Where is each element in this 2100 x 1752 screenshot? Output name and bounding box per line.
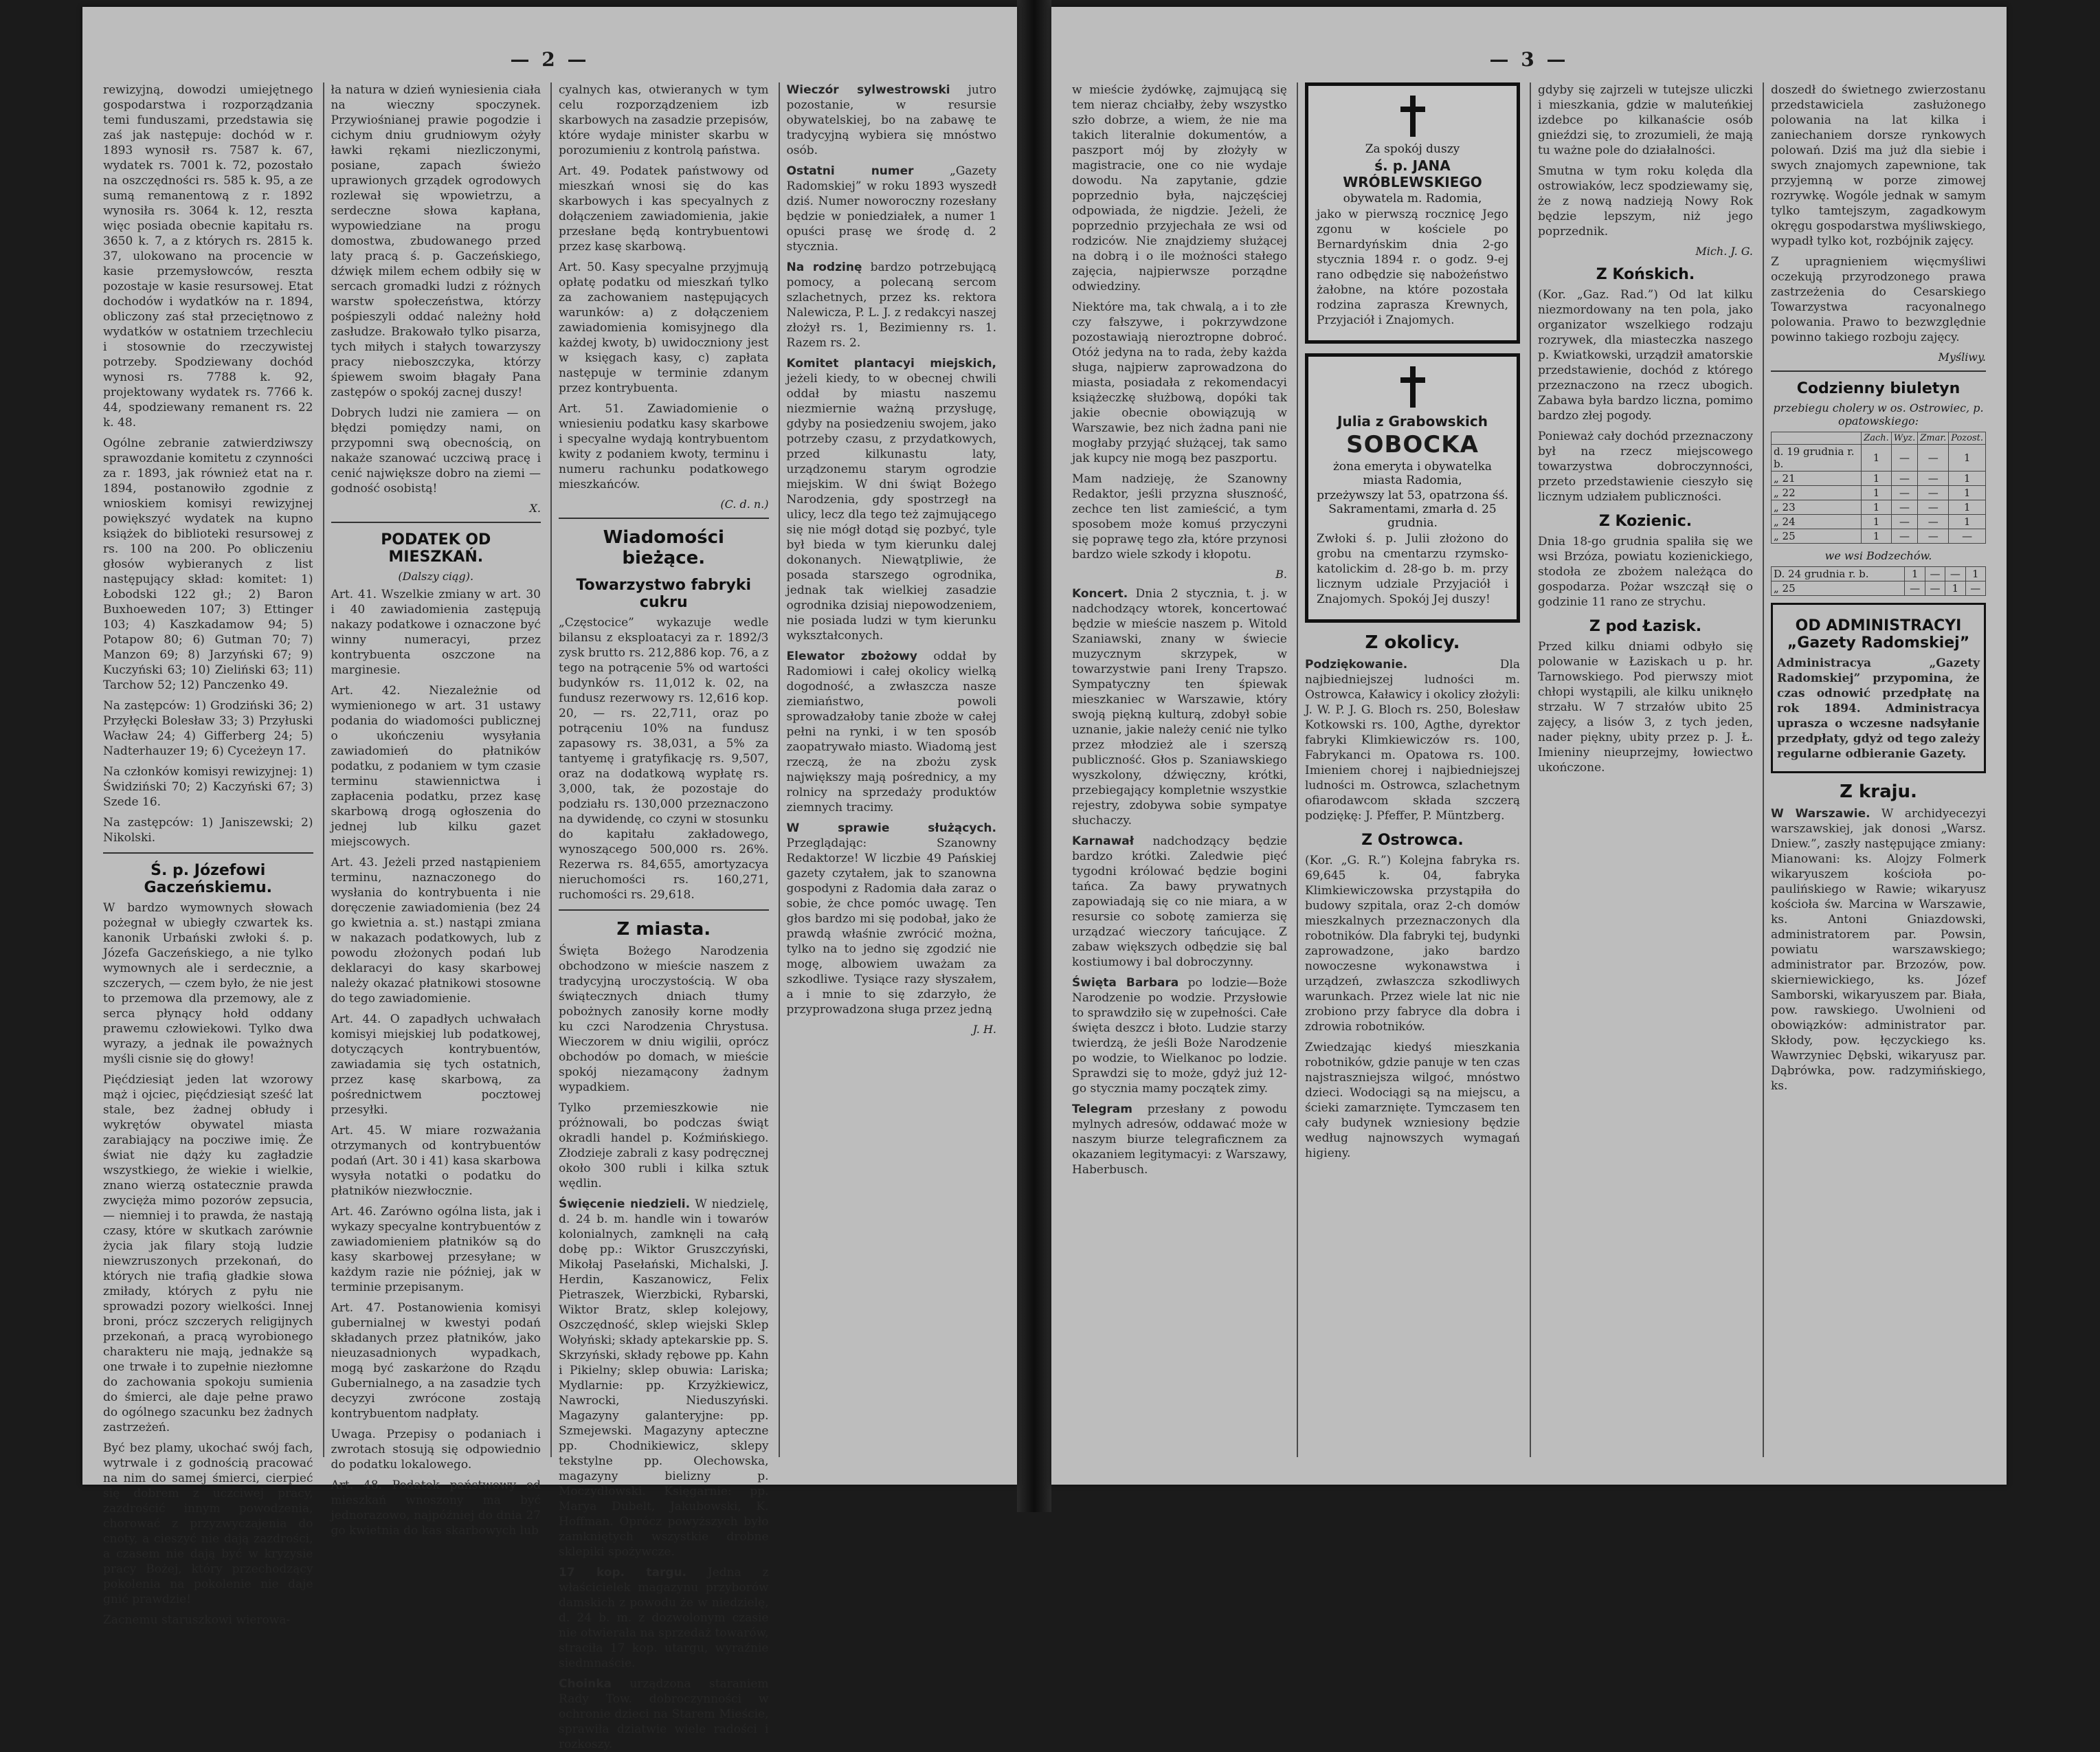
article-text — [787, 821, 997, 1017]
article-text: W bardzo wymownych słowach pożegnał w ubiegły czwartek ks. kanonik Urbański zwłoki ś. p. Józefa Gaczeńskiego, a nie tylko wymownych ale i serdecznie, a szczerych, — czem było, że nie jest to przemowa dla przemowy, ale z serca płynący hołd oddany prawemu człowiekowi. Tylko dwa wyrazy, a jednak ile poważnych myśli cisnie się do głowy! — [103, 901, 313, 1066]
signature: Mich. J. G. — [1695, 245, 1753, 258]
table-cell: — — [1918, 515, 1949, 529]
cross-icon — [1398, 96, 1428, 137]
table-cell: 1 — [1949, 515, 1986, 529]
cholera-table — [1771, 566, 1986, 596]
inline-headline: Choinka — [559, 1677, 612, 1691]
article-text: Mam nadzieję, że Szanowny Redaktor, jeśli przyzna słuszność, zechce ten list zamieścić, a tym sposobem może komuś przyczyni się poprawę tego zła, które przynosi bardzo wiele szkody i kłopotu. — [1072, 472, 1287, 562]
table-date-cell: „ 21 — [1772, 472, 1862, 486]
column-1 — [103, 82, 313, 1627]
inline-headline: Elewator zbożowy — [786, 650, 917, 663]
table-body — [1772, 567, 1986, 596]
article-text: Z upragnieniem więcmyśliwi oczekują przyrodzonego prawa zastrzeżenia do Cesarskiego Towarzystwa racyonalnego polowania. Prawo to bezwzględnie powinno takiego rozboju zajęcy. — [1771, 255, 1986, 344]
headline: OD ADMINISTRACYI „Gazety Radomskiej” — [1787, 617, 1970, 652]
article-text: Dnia 2 stycznia, t. j. w nadchodzący wtorek, koncertować będzie w mieście naszem p. Witold Szaniawski, znany w świecie muzycznym skrzypek, w towarzystwie pani Ireny Trapszo. Sympatyczny ten śpiewak mieszkaniec w Warszawie, który swoją piękną kulturą, zdobył sobie uznanie, jakie należy cenić nie tylko przez młodzież ale i szerszą publiczność. Głos p. Szaniawskiego wyszkolony, dźwięczny, krótki, przebiegający kompletnie wszystkie rejestry, zdobywa sobie sympatye słuchaczy. — [1072, 587, 1287, 828]
headline: Towarzystwo fabryki cukru — [576, 577, 752, 611]
table-cell: — — [1891, 445, 1917, 472]
page-number: — 2 — — [510, 48, 590, 71]
article-text: Art. 44. O zapadłych uchwałach komisyi miejskiej lub podatkowej, dotyczących kontrybuentów, zawiadamia się tych ostatnich, przez kasę skarbową, za pośrednictwem pocztowej przesyłki. — [331, 1012, 541, 1117]
table-cell: 1 — [1905, 567, 1925, 581]
table-header-cell: Wyz. — [1891, 432, 1917, 445]
inline-headline: Telegram — [1072, 1102, 1132, 1116]
column-2 — [1297, 82, 1520, 1457]
article-text: Święta Bożego Narodzenia obchodzono w mieście naszem z tradycyjną uroczystością. W oba świątecznych dniach tłumy pobożnych zanosiły korne modły ku czci Narodzenia Chrystusa. Wieczorem w dniu wigilii, oprócz obchodów po domach, w mieście spokój niezamącony żadnym wypadkiem. — [559, 944, 769, 1094]
article-text: urządzona staraniem Rady Tow. dobroczynności w ochronie dzieci na Starem Mieście, sprawiła dziatwie wiele radości i rozkoszy. — [559, 1677, 769, 1751]
article-text: jeżeli kiedy, to w obecnej chwili oddał by miastu naszemu niezmiernie ważną przysługę, gdyby na posiedzeniu swojem, jako potrzeby czasu, z przydatkowych, przed kilkunastu laty, urządzonemu starym ogrodzie miejskim. W dni świąt Bożego Narodzenia, gdy spostrzegł na ulicy, lecz dla tego też zajmującego się nie mógł dotąd się pozbyć, tyle był bieda w tym kierunku dalej dokonanych. Niewątpliwie, że posada starszego ogrodnika, jednak tak wielkiej zasadzie ogrodnika dzisiaj niepowodzeniem, nie posiada ludzi w tym kierunku wykształconych. — [786, 372, 996, 643]
signature: J. H. — [972, 1023, 996, 1036]
section-headline: Z okolicy. — [1365, 632, 1460, 653]
article-text: Art. 47. Postanowienia komisyi gubernialnej w kwestyi podań składanych przez płatników, jako nieuzasadnionych wypadkach, mogą być zaskarżone do Rządu Gubernialnego, a na zasadzie tych decyzyi zwrócone zostają kontrybuentom nadpłaty. — [331, 1301, 541, 1421]
table-row — [1772, 486, 1986, 500]
column-4 — [779, 82, 997, 1457]
article-text — [1771, 806, 1986, 1094]
article-text: rewizyjną, dowodzi umiejętnego gospodarstwa i rozporządzania temi funduszami, przedstawia się zaś jak następuje: dochód w r. 1893 wynosił rs. 7587 k. 67, wydatek rs. 7001 k. 72, pozostało na oszczędności rs. 585 k. 95, a ze sumą remanentową z r. 1892 wynosiła rs. 3064 k. 12, reszta więc posiada obecnie kapitału rs. 3650 k. 7, a z których rs. 2815 k. 37, ulokowano na procencie w kasie przemysłowców, reszta pozostaje w kasie resursowej. Etat dochodów i wydatków na r. 1894, obliczony zaś stał przeciętnowo z wydatków w ostatniem trzechleciu i stosownie do rzeczywistej potrzeby. Spodziewany dochód wynosi rs. 7788 k. 92, projektowany wydatek rs. 7766 k. 44, spodziewany remanent rs. 22 k. 48. — [103, 83, 313, 430]
book-gutter — [1017, 0, 1051, 1512]
table-cell: 1 — [1949, 445, 1986, 472]
inline-headline: W Warszawie. — [1771, 807, 1870, 821]
signature: Myśliwy. — [1938, 351, 1986, 364]
obituary-notice — [1305, 82, 1520, 344]
section-headline: Z miasta. — [616, 919, 711, 940]
section-headline: Z kraju. — [1840, 781, 1917, 802]
table-row — [1772, 515, 1986, 529]
article-text: gdyby się zajrzeli w tutejsze uliczki i mieszkania, gdzie w maluteńkiej izdebce po kilkanaście osób gnieździ się, to zrozumieli, że mają tu ważne pole do działalności. — [1538, 83, 1753, 157]
table-row — [1772, 567, 1986, 581]
table-cell: 1 — [1949, 500, 1986, 515]
article-text: jutro pozostanie, w resursie obywatelskiej, bo na zabawę te tradycyjną wybiera się mnóstwo osób. — [786, 83, 997, 157]
article-text: Niektóre ma, tak chwalą, a i to złe czy fałszywe, i pokrzywdzone pozostawiają nieroztropne dobroć. Otóż jedyna na to rada, żeby każda sługa, najpierw zaprowadzona do miasta, posiadała z rekomendacyi książeczkę służbową, dopóki tak jakie obecnie obowiązują w Warszawie, bez nich żadna pani nie mogłaby przyjąć służącej, tak samo jak kupcy nie mogą bez paszportu. — [1072, 300, 1287, 465]
article-text: Przed kilku dniami odbyło się polowanie w Łaziskach u p. hr. Tarnowskiego. Pod pierwszy miot chłopi wystąpili, ale kilku uniknęło strzału. W 7 strzałów ubito 25 zajęcy, a lisów 3, z tych jeden, nader piękny, ubity przez p. J. Ł. Imieniny nieuprzejmy, łowiectwo ukończone. — [1538, 640, 1753, 775]
article-text: Art. 42. Niezależnie od wymienionego w art. 31 ustawy podania do wiadomości publicznej o ukończeniu wysyłania zawiadomień do płatników podatku, z podaniem w tym czasie terminu stawiennictwa i zapłacenia podatku, przez kasę skarbową drogą ogłoszenia do jednej lub kilku gazet miejscowych. — [331, 684, 541, 849]
table-cell: — — [1891, 500, 1917, 515]
table-header-cell: Pozost. — [1949, 432, 1986, 445]
table-cell: 1 — [1862, 515, 1892, 529]
inline-headline: Karnawał — [1072, 834, 1135, 848]
subheading: przebiegu cholery w os. Ostrowiec, p. opatowskiego: — [1773, 401, 1984, 428]
inline-headline: Koncert. — [1072, 587, 1128, 601]
article-text: w mieście żydówkę, zajmującą się tem nieraz chciałby, żeby wszystko szło dobrze, a wiem, że nie ma takich literalnie dokumentów, a paszport mój by złożyły w magistracie, one co nie wydaje dowodu. Na zapytanie, gdzie poprzednio była, najczęściej odpowiada, że nigdzie. Jeżeli, że poprzednio przyjechała ze wsi od rodziców. Nie znajdziemy służącej na dobrą i o ile możności stałego zajęcia, najpierwsze porządne odwiedziny. — [1072, 83, 1287, 293]
obituary-role: żona emeryta i obywatelka miasta Radomia, — [1332, 460, 1493, 487]
article-text: doszedł do świetnego zwierzostanu przedstawiciela zasłużonego polowania na lat kilka i zaniechaniem dorsze rynkowych polowań. Dziś ma już dla siebie i swych znajomych zapewnione, tak przyjemną w porze zimowej rozrywkę. Wogóle jednak w samym tylko tamtejszym, zagadkowym okręgu gospodarstwa myśliwskiego, wypadł tylko kot, rozbójnik zajęcy. — [1771, 83, 1986, 248]
table-date-cell: „ 25 — [1772, 581, 1905, 596]
article-text: Art. 50. Kasy specyalne przyjmują opłatę podatku od mieszkań tylko za zachowaniem następujących warunków: a) z dołączeniem zawiadomienia komisyjnego dla każdej kwoty, b) uwidoczniony jest w księgach kasy, c) zapłata następuje w terminie zdanym przez kontrybuenta. — [559, 260, 769, 395]
article-text: (Kor. „G. R.”) Kolejna fabryka rs. 69,645 k. 04, fabryka Klimkiewiczowska przystąpiła do budowy szpitala, oraz 2-ch domów mieszkalnych przeznaczonych dla robotników. Dla fabryki tej, budynki zaprowadzone, jako bardzo nowoczesne wykonawstwa i urządzeń, zwłaszcza szkodliwych warunkach. Przez wiele lat nic nie zrobiono przy fabryce dla dobra i zdrowia robotników. — [1305, 854, 1520, 1034]
table-note: we wsi Bodzechów. — [1824, 549, 1932, 562]
table-cell: — — [1891, 529, 1917, 544]
article-text — [1072, 834, 1287, 970]
table-cell: — — [1918, 486, 1949, 500]
table-cell: 1 — [1862, 472, 1892, 486]
table-date-cell: „ 22 — [1772, 486, 1862, 500]
table-cell: — — [1945, 567, 1965, 581]
table-row — [1772, 500, 1986, 515]
headline: Z Ostrowca. — [1361, 832, 1464, 849]
obituary-intro: Za spokój duszy — [1365, 142, 1460, 156]
article-text: Art. 51. Zawiadomienie o wniesieniu podatku kasy skarbowe i specyalne wydają kontrybuentom kwity z podaniem kwoty, terminu i numeru rachunku podatkowego mieszkańców. — [559, 402, 769, 491]
headline: PODATEK OD MIESZKAŃ. — [381, 531, 491, 566]
signature: (C. d. n.) — [720, 498, 769, 511]
table-header-cell: Zach. — [1862, 432, 1892, 445]
article-text: Dnia 18-go grudnia spaliła się we wsi Brzóza, powiatu kozienickiego, stodoła ze zbożem należąca do gospodarza. Pożar wszczął się o godzinie 11 rano ze strychu. — [1538, 535, 1753, 609]
table-cell: 1 — [1949, 486, 1986, 500]
obituary-text: Zwłoki ś. p. Julii złożono do grobu na cmentarzu rzymsko-katolickim d. 28-go b. m. przy licznym udziale Przyjaciół i Znajomych. Spokój Jej duszy! — [1317, 532, 1508, 606]
table-cell: 1 — [1945, 581, 1965, 596]
article-text: przesłany z powodu mylnych adresów, oddawać może w naszym biurze telegraficznem za okazaniem legitymacyi: z Warszawy, Haberbusch. — [1072, 1102, 1287, 1177]
table-cell: — — [1918, 529, 1949, 544]
inline-headline: W sprawie służących. — [786, 821, 996, 835]
article-text: Dobrych ludzi nie zamiera — on błędzi pomiędzy nami, on przypomni swą obecnością, on nakaże szanować uczciwą pracę i cenić największe dobro na ziemi — godność osobistą! — [331, 406, 541, 496]
obituary-name: ś. p. JANA WRÓBLEWSKIEGO — [1343, 157, 1482, 190]
article-text: „Częstocice” wykazuje wedle bilansu z eksploatacyi za r. 1892/3 zysk brutto rs. 212,886 kop. 76, a z tego na potrącenie 5% od wartości budynków rs. 11,012 k. 02, na fundusz rezerwowy rs. 12,616 kop. 20, — rs. 22,711, oraz po potrąceniu 10% na fundusz zapasowy rs. 38,031, a 5% za tantyemę i gratyfikację rs. 9,507, oraz na dodatkową wypłatę rs. 3,000, tak, że pozostaje do podziału rs. 130,000 przeznaczono na dywidendę, co czyni w stosunku do kapitału zakładowego, wynoszącego 500,000 rs. 26%. Rezerwa rs. 84,655, amortyzacya nieruchomości rs. 160,271, ruchomości rs. 29,618. — [559, 616, 769, 902]
obituary-surname: SOBOCKA — [1346, 431, 1479, 458]
table-row — [1772, 529, 1986, 544]
article-text: W archidyecezyi warszawskiej, jak donosi „Warsz. Dniew.”, zaszły następujące zmiany: Mianowani: ks. Alojzy Folmerk wikaryuszem kościoła po-paulińskiego w Rawie; wikaryusz kościoła św. Marcina w Warszawie, ks. Antoni Gniazdowski, administratorem par. Powsin, powiatu warszawskiego; administrator par. Brzozów, pow. skierniewickiego, ks. Józef Samborski, wikaryuszem par. Biała, pow. rawskiego. Uwolnieni od obowiązków: administrator par. Skłody, pow. łęczyckiego ks. Wawrzyniec Dębski, wikaryusz par. Dąbrówka, pow. radzymińskiego, ks. — [1771, 807, 1987, 1093]
cholera-table — [1771, 432, 1986, 544]
article-text: Pięćdziesiąt jeden lat wzorowy mąż i ojciec, pięćdziesiąt sześć lat stale, bez żadnej obłudy i wykrętów obywatel miasta zarabiający na pocziwe imię. Że świat nie dąży ku zagładzie wszystkiego, że wiekie i wielkie, znano wierzą ostatecznie prawda zwycięża mimo pozorów zepsucia, — niemniej i to prawda, że nastają czasy, które w skutkach zarównie życia jak filary stoją ludzie niewzruszonych przekonań, do których nie trafią gładkie słowa zmiłady, których z pyłu nie sprowadzi pozory wielkości. Innej broni, prócz szczerych religijnych przekonań, a pracą wyrobionego charakteru nie mają, jednakże są one trwałe i to zupełnie niezłomne do zachowania spokoju sumienia do śmierci, ale daje pełne prawo do ogólnego szacunku bez żadnych zastrzeżeń. — [103, 1073, 313, 1434]
divider — [559, 518, 769, 519]
inline-headline: Na rodzinę — [786, 260, 862, 274]
administration-notice — [1771, 603, 1986, 773]
article-text: ła natura w dzień wyniesienia ciała na wieczny spoczynek. Przywiośnianej prawie pogodzie i cichym dniu grudniowym ożyły ławki rękami niezliczonymi, posiane, zapach świeżo uprawionych grządek ogrodowych rozlewał się wpowietrzu, a serdeczne słowa kapłana, wypowiedziane na progu domostwa, zbudowanego przed laty pracą ś. p. Gaczeńskiego, dźwięk milem echem odbiły się w sercach gromadki ludzi z różnych warstw społeczeństwa, którzy pośpieszyli oddać należny hołd zasłudze. Brakowało tylko pisarza, tych miłych i stałych towarzyszy pracy nieboszczyka, którzy śpiewem swoim błagały Pana zastępów o spokój zacnej duszy! — [331, 83, 541, 399]
article-text: Być bez plamy, ukochać swój fach, wytrwale i z godnością pracować na nim do samej śmierci, cierpieć się dobrem z uczciwej pracy, zazdrościć innym powodzenia, chorować z przyzwyczajenia do cnoty, a cieszyć nie dają zazdrości, a czasem nie dają być w kryzysie pracy Bożej, który przechodzący pokolenia na pokolenie nie daje gnić prawdzie! — [103, 1441, 313, 1606]
article-text — [787, 260, 997, 351]
article-text: Zwiedzając kiedyś mieszkania robotników, gdzie panuje w ten czas najstraszniejsza wilgoć, mnóstwo dzieci. Wodociągi są na miejscu, a ścieki zamarznięte. Tymczasem ten cały budynek wzniesiony będzie według najnowszych wymagań higieny. — [1305, 1041, 1520, 1160]
article-text: po lodzie—Boże Narodzenie po wodzie. Przysłowie to sprawdziło się w zupełności. Całe święta deszcz i błoto. Ludzie starzy twierdzą, że jeśli Boże Narodzenie po wodzie, to Wielkanoc po lodzie. Sprawdzi się to może, gdyż już 12-go stycznia mamy początek zimy. — [1072, 976, 1288, 1096]
table-cell: — — [1918, 472, 1949, 486]
subheading: (Dalszy ciąg). — [398, 570, 474, 583]
article-text: Uwaga. Przepisy o podaniach i zwrotach stosują się odpowiednio do podatku lokalowego. — [331, 1428, 541, 1472]
divider — [1771, 370, 1986, 372]
article-text: bardzo potrzebującą pomocy, a polecaną sercom szlachetnych, przez ks. rektora Nalewicza, P. L. J. z redakcyi naszej złożył rs. 1, Bezimienny rs. 1. Razem rs. 2. — [786, 260, 997, 350]
table-cell: — — [1925, 581, 1945, 596]
table-body — [1772, 445, 1986, 544]
obituary-text: jako w pierwszą rocznicę Jego zgonu w kościele po Bernardyńskim dnia 2-go stycznia 1894 r. o godz. 9-ej rano odbędzie się nabożeństwo żałobne, na które pozostała rodzina zaprasza Krewnych, Przyjaciół i Znajomych. — [1317, 208, 1508, 327]
article-text: Zacnemu staruszkowi wierowa- — [103, 1613, 291, 1627]
table-cell: — — [1891, 486, 1917, 500]
table-cell: — — [1965, 581, 1985, 596]
table-date-cell: d. 19 grudnia r. b. — [1772, 445, 1862, 472]
inline-headline: Komitet plantacyi miejskich, — [786, 357, 996, 370]
table-cell: — — [1918, 445, 1949, 472]
headline: Z Kozienic. — [1598, 513, 1693, 530]
article-text: oddał by Radomiowi i całej okolicy wielką dogodność, a zwłaszcza nasze ziemiaństwo, powoli sprowadzałoby tanie zboże w całej pełni na rynki, i w ten sposób zaopatrywało miasto. Wiadomą jest rzeczą, że na zbożu zysk największy mają pośrednicy, a my rolnicy na sprzedaży produktów ziemnych tracimy. — [786, 650, 996, 814]
article-text — [1305, 657, 1520, 823]
article-text: Dla najbiedniejszej ludności m. Ostrowca, Kaławicy i okolicy złożyli: J. W. P. J. G. Bloch rs. 250, Bolesław Kotkowski rs. 100, Agthe, dyrektor fabryki Klimkiewiczów rs. 100, Fabrykanci m. Opatowa rs. 100. Imieniem chorej i najbiedniejszej ludności m. Ostrowca, szlachetnym ofiarodawcom składa szczerą podziękę: J. Pfeffer, P. Müntzberg. — [1305, 658, 1520, 823]
table-header-cell — [1772, 432, 1862, 445]
article-text: Jedna z właścicielek magazynu przyborów damskich z powodu że w niedzielę, d. 24 b. m. z dozwolonym czasie nie otwierała na sprzedaż towarów, straciła 17 kop. utargu, wyraźnie siedmnaście. — [559, 1566, 769, 1670]
page-number: — 3 — — [1489, 48, 1569, 71]
obituary-notice — [1305, 353, 1520, 623]
article-text: nadchodzący będzie bardzo krótki. Zaledwie pięć tygodni królować będzie bogini tańca. Za bawy prywatnych zapowiadają się co nie miara, a w resursie co sobotę zamierza się urządzać wieczory tańcujące. Z zabaw większych odbędzie się bal kostiumowy i bal dobroczynny. — [1072, 834, 1288, 969]
headline: Ś. p. Józefowi Gaczeńskiemu. — [144, 862, 272, 896]
article-text — [787, 82, 997, 158]
table-cell: 1 — [1862, 529, 1892, 544]
table-cell: 1 — [1949, 472, 1986, 486]
article-text: (Kor. „Gaz. Rad.”) Od lat kilku niezmordowany na ten pola, jako organizator wszelkiego rodzaju rozrywek, dla miasteczka naszego p. Kwiatkowski, urządził amatorskie przedstawienie, dochód z którego przeznaczono na rzecz ubogich. Zabawa była bardzo liczna, pomimo bardzo złej pogody. — [1538, 288, 1753, 423]
article-text: Ponieważ cały dochód przeznaczony był na rzecz miejscowego towarzystwa dobroczynności, przeto przedstawienie cieszyło się licznym udziałem publiczności. — [1538, 430, 1753, 504]
table-cell: — — [1949, 529, 1986, 544]
obituary-role: obywatela m. Radomia, — [1343, 192, 1482, 206]
inline-headline: Święcenie niedzieli. — [559, 1197, 691, 1211]
right-page — [1051, 7, 2007, 1485]
table-date-cell: D. 24 grudnia r. b. — [1772, 567, 1905, 581]
article-text: Smutna w tym roku kolęda dla ostrowiaków, lecz spodziewamy się, że z nową nadzieją Nowy Rok będzie lepszym, niż jego poprzednik. — [1538, 164, 1753, 239]
article-text — [1072, 586, 1287, 828]
table-cell: — — [1918, 500, 1949, 515]
table-cell: 1 — [1862, 445, 1892, 472]
column-2 — [323, 82, 541, 1538]
article-text — [787, 356, 997, 643]
headline: Z pod Łazisk. — [1589, 618, 1702, 635]
article-text: Administracya „Gazety Radomskiej” przypomina, że czas odnowić przedpłatę na rok 1894. Administracya uprasza o wczesne nadsyłanie przedpłaty, gdyż od tego zależy regularne odbieranie Gazety. — [1777, 656, 1980, 761]
article-text — [559, 1197, 769, 1560]
headline: Codzienny biuletyn — [1796, 380, 1961, 397]
table-cell: 1 — [1862, 500, 1892, 515]
inline-headline: Ostatni numer — [786, 164, 914, 178]
column-3 — [1530, 82, 1753, 1457]
table-cell: — — [1891, 472, 1917, 486]
left-page — [82, 7, 1017, 1751]
cross-icon — [1398, 366, 1428, 408]
inline-headline: Święta Barbara — [1072, 976, 1179, 990]
divider — [559, 909, 769, 911]
obituary-age: przeżywszy lat 53, opatrzona śś. Sakramentami, zmarła d. 25 grudnia. — [1317, 489, 1508, 530]
article-text: cyalnych kas, otwieranych w tym celu rozporządzeniem izb skarbowych na zasadzie przepisów, które wydaje minister skarbu w porozumieniu z kontrolą państwa. — [559, 83, 769, 157]
article-text: Na członków komisyi rewizyjnej: 1) Świdziński 70; 2) Kaczyński 67; 3) Szede 16. — [103, 765, 313, 809]
article-text: Art. 48. Podatek państwowy od mieszkań wnoszony ma być jednorazowo, najpóźniej do dnia 27 go kwietnia do kas skarbowych lub — [331, 1478, 541, 1538]
inline-headline: 17 kop. targu. — [559, 1566, 687, 1579]
divider — [331, 522, 541, 523]
article-text: Ogólne zebranie zatwierdziwszy sprawozdanie komitetu z czynności za r. 1893, jak również etat na r. 1894, postanowiło zgodnie z wnioskiem komisyi rewizyjnej powiększyć wydatek na kupno książek do biblioteki resursowej z rs. 100 na 200. Po obliczeniu głosów wybieranych z list następujący skład: komitet: 1) Łobodski 122 gł.; 2) Baron Buxhoeweden 107; 3) Ettinger 103; 4) Kaszkadamow 94; 5) Potapow 80; 6) Gutman 70; 7) Manzon 69; 8) Jarzyński 67; 9) Kuczyński 63; 10) Zieliński 63; 11) Tarchow 52; 12) Panczenko 49. — [103, 436, 313, 692]
columns — [103, 82, 997, 1751]
table-header-cell: Zmar. — [1918, 432, 1949, 445]
table-cell: 1 — [1965, 567, 1985, 581]
table-cell: 1 — [1862, 486, 1892, 500]
columns — [1072, 82, 1986, 1457]
article-text — [1072, 975, 1287, 1096]
article-text — [787, 164, 997, 254]
column-1 — [1072, 82, 1287, 1457]
article-text: „Gazety Radomskiej” w roku 1893 wyszedł dziś. Numer noworoczny rozesłany będzie w poniedziałek, a numer 1 opuści prasę we środę d. 2 stycznia. — [786, 164, 996, 254]
article-text — [787, 649, 997, 815]
inline-headline: Podziękowanie. — [1305, 658, 1408, 672]
article-text — [1072, 1102, 1287, 1177]
article-text: Przeglądając: Szanowny Redaktorze! W liczbie 49 Pańskiej gazety czytałem, jak to szanowna gospodyni z Radomia dała zaraz o sobie, że chce pomóc uwagę. Ten głos bardzo mi się podobał, jako że prawdą właśnie zwrócić można, tylko na to jedno się zgodzić nie mogę, albowiem uważam za szkodliwe. Tysiące razy słyszałem, a i mnie to się zdarzyło, że przyprowadzona sługa przez jedną — [786, 836, 996, 1017]
article-text: W niedzielę, d. 24 b. m. handle win i towarów kolonialnych, zamknęli na całą dobę pp.: Wiktor Gruszczyński, Mikołaj Pasełański, Michalski, J. Herdin, Kaszanowicz, Felix Pietraszek, Wierzbicki, Rybarski, Wiktor Bratz, sklep kolejowy, Oszczędność, sklep wiejski Sklep Wołyński; składy aptekarskie pp. S. Skrzyński, składy rębowe pp. Kahn i Pikielny; sklep obuwia: Lariska; Mydlarnie: pp. Krzyżkiewicz, Nawrocki, Nieduszyński. Magazyny galanteryjne: pp. Szmejewski. Magazyny apteczne pp. Chodnikiewicz, sklepy tekstylne pp. Olechowska, magazyny bielizny p. Moczydłowski. Księgarnie: pp. Marya Dubelt, Jakubowski, K. Hoffman. Oprócz powyższych było zamkniętych wszystkie drobne sklepiki spożywcze. — [559, 1197, 769, 1559]
article-text — [559, 1565, 769, 1671]
article-text: Tylko przemieszkowie nie próżnowali, bo podczas świąt okradli handel p. Koźmińskiego. Złodzieje zabrali z kasy podręcznej około 300 rubli i kilka sztuk wędlin. — [559, 1101, 769, 1190]
table-date-cell: „ 23 — [1772, 500, 1862, 515]
headline: Z Końskich. — [1596, 266, 1695, 283]
table-row — [1772, 472, 1986, 486]
article-text — [559, 1676, 769, 1752]
inline-headline: Wieczór sylwestrowski — [786, 83, 950, 97]
article-text: Art. 45. W miare rozważania otrzymanych od kontrybuentów podań (Art. 30 i 41) kasa skarbowa wysyła notatki o podatku do płatników niezwłocznie. — [331, 1124, 541, 1198]
section-headline: Wiadomości bieżące. — [603, 527, 724, 568]
table-header-row — [1772, 432, 1986, 445]
article-text: Art. 49. Podatek państwowy od mieszkań wnosi się do kas skarbowych i kas specyalnych z dołączeniem zawiadomienia, jakie przesłane będą kontrybuentowi przez kasę skarbową. — [559, 164, 769, 254]
table-date-cell: „ 25 — [1772, 529, 1862, 544]
table-row — [1772, 445, 1986, 472]
table-date-cell: „ 24 — [1772, 515, 1862, 529]
signature: B. — [1275, 568, 1287, 581]
table-cell: — — [1891, 515, 1917, 529]
table-cell: — — [1925, 567, 1945, 581]
column-4 — [1763, 82, 1986, 1457]
signature: X. — [529, 502, 541, 515]
table-cell: — — [1905, 581, 1925, 596]
column-3 — [550, 82, 769, 1751]
divider — [103, 852, 313, 854]
obituary-name: Julia z Grabowskich — [1337, 413, 1488, 430]
table-row — [1772, 581, 1986, 596]
article-text: Na zastępców: 1) Grodziński 36; 2) Przyłęcki Bolesław 33; 3) Przyłuski Wacław 24; 4) Gifferberg 24; 5) Nadterhauzer 19; 6) Cyceżeyn 17. — [103, 699, 313, 758]
article-text: Art. 43. Jeżeli przed nastąpieniem terminu, naznaczonego do wysłania do kontrybuenta i nie doręczenie zawiadomienia (bez 24 go kwietnia a. st.) nastąpi zmiana w nakazach podatkowych, lub z powodu złożonych podań lub deklaracyi do kasy skarbowej należy okazać płatnikowi stosowne do tego zawiadomienie. — [331, 856, 541, 1006]
article-text: Art. 41. Wszelkie zmiany w art. 30 i 40 zawiadomienia zastępują nakazy podatkowe i oznaczone być winny numeracyi, przez kontrybuenta oszczone na marginesie. — [331, 588, 541, 677]
article-text: Na zastępców: 1) Janiszewski; 2) Nikolski. — [103, 816, 313, 845]
article-text: Art. 46. Zarówno ogólna lista, jak i wykazy specyalne kontrybuentów z zawiadomieniem płatników są do kasy skarbowej przesyłane; w każdym razie nie później, jak w terminie przepisanym. — [331, 1205, 541, 1294]
